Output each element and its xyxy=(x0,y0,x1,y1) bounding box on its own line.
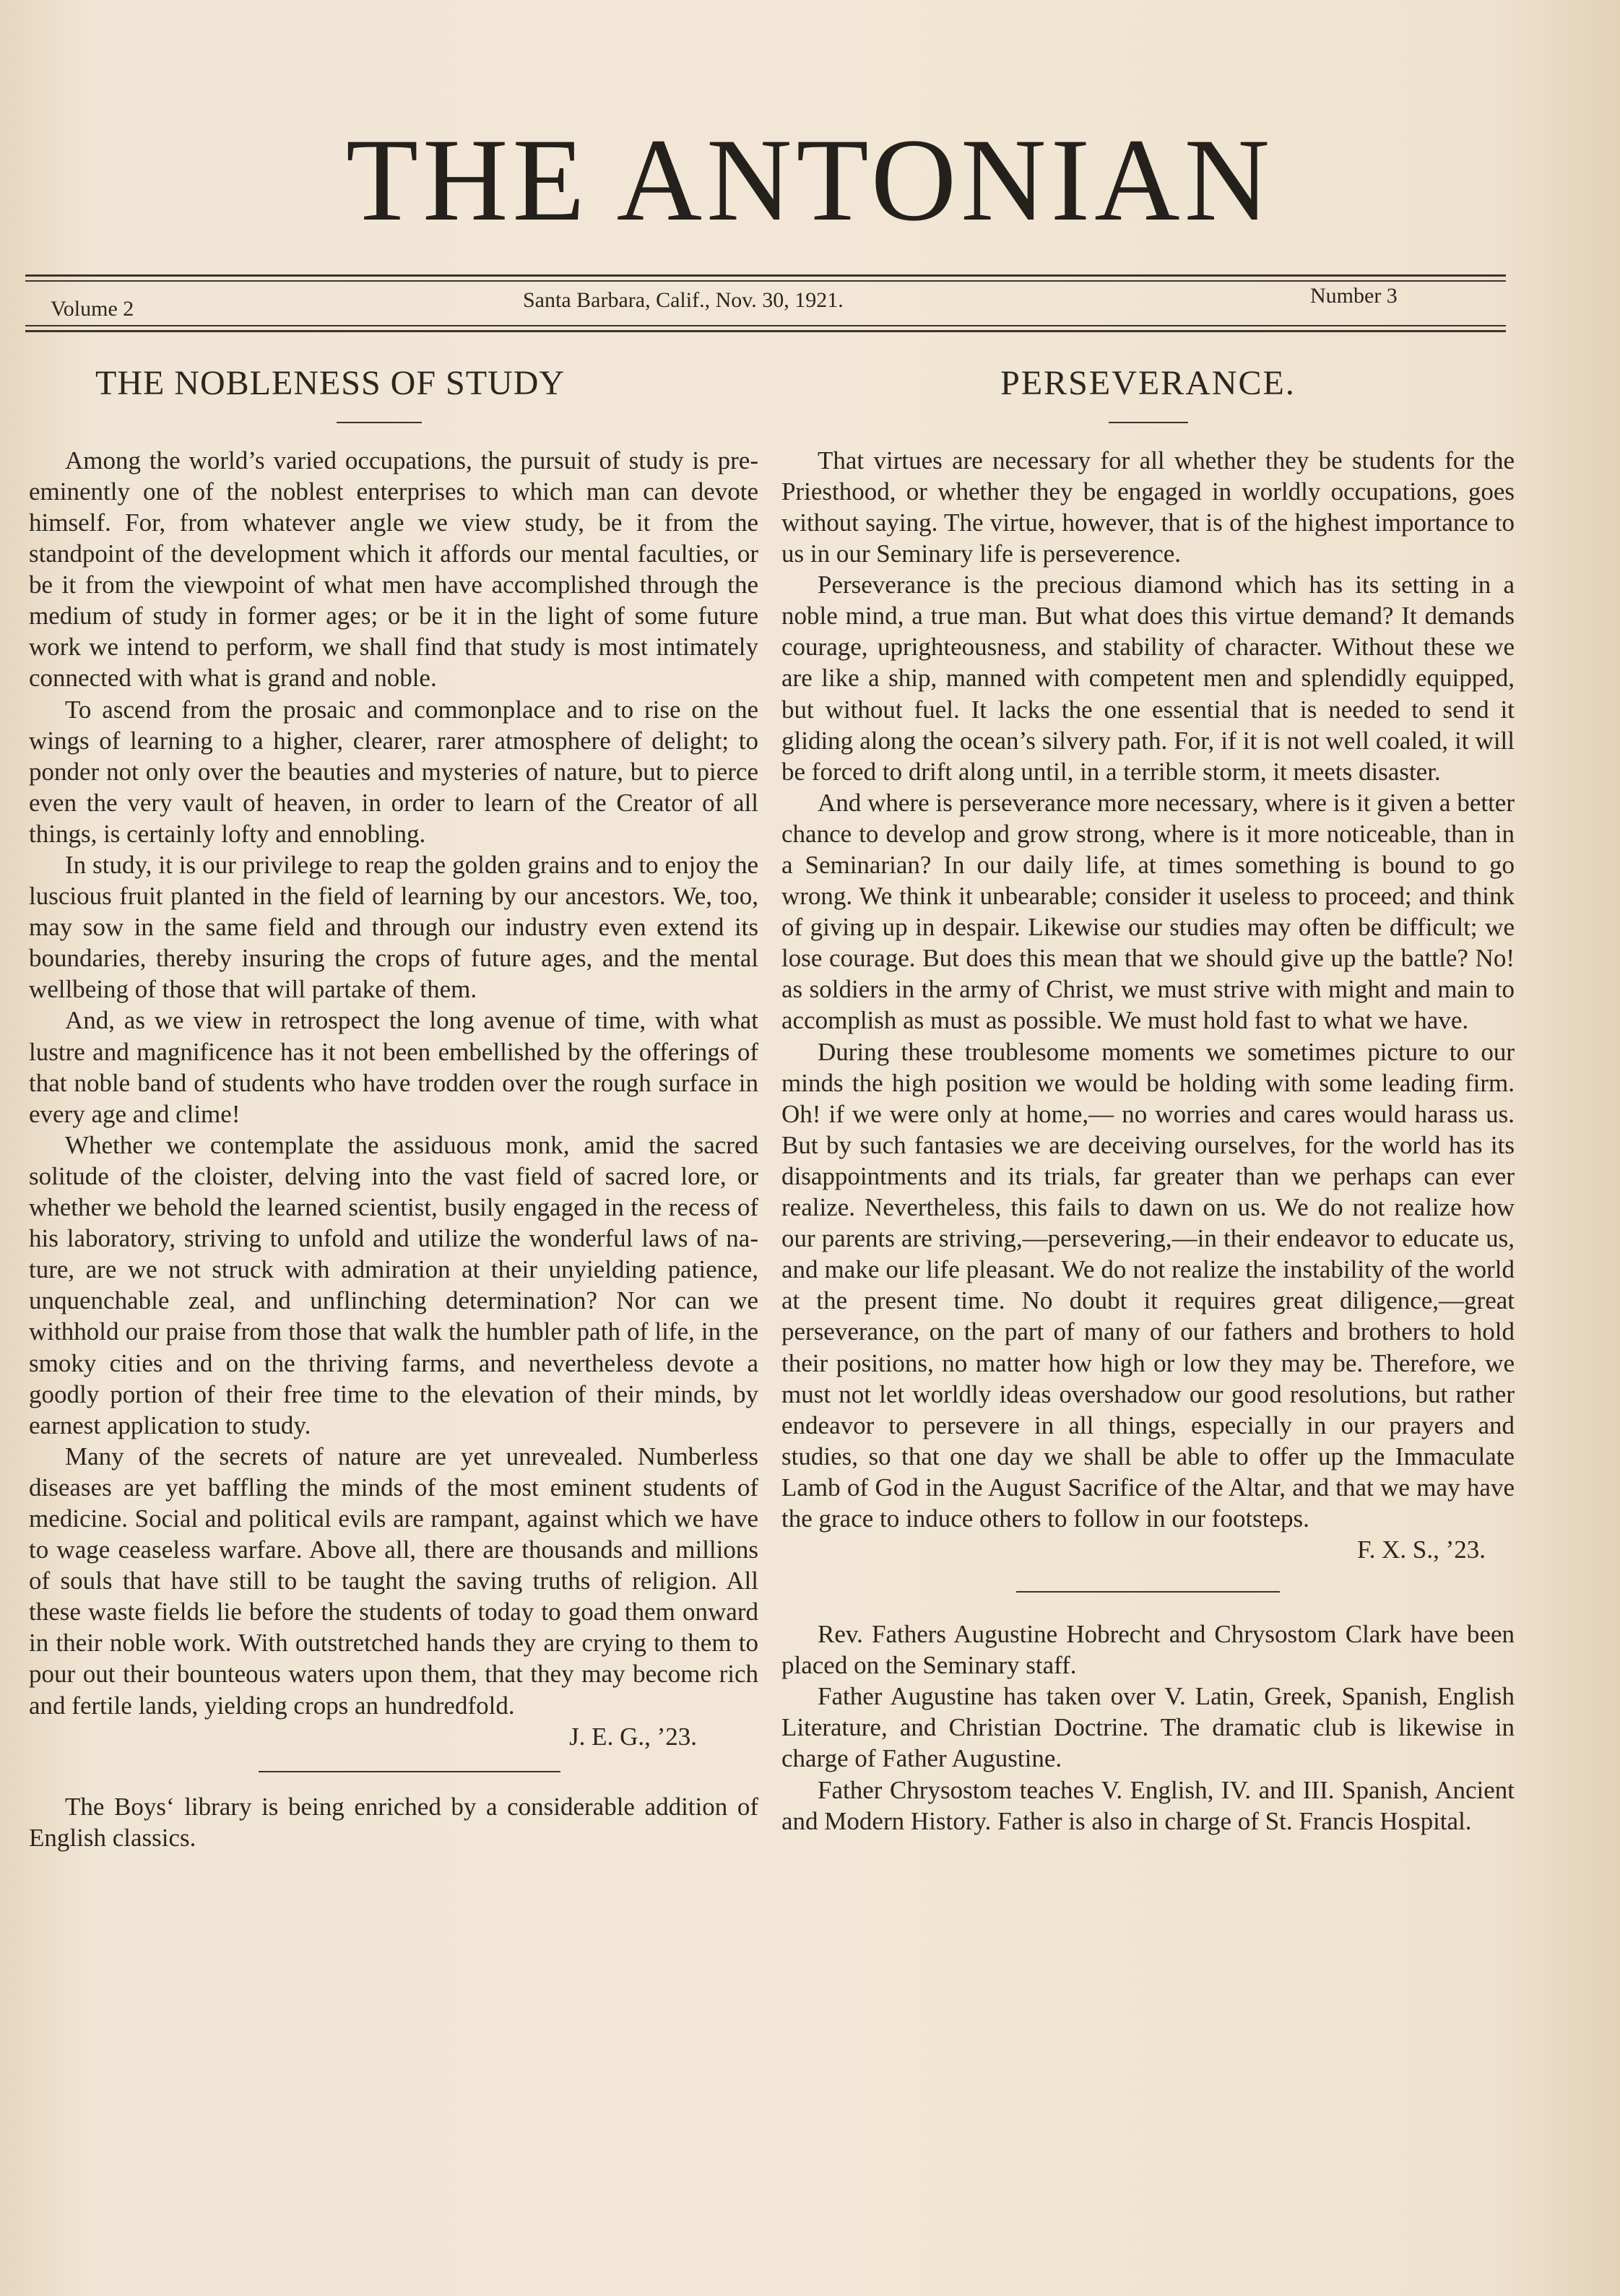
column-right xyxy=(781,365,1515,1837)
header-rule-top xyxy=(25,274,1506,277)
article-paragraph: Among the world’s varied occupations, the pursuit of study is pre-eminently one of the noblest enterprises to which man can devote himself. For, from whatever angle we view study, be it from the standpoint of the development which it affords our mental faculties, or be it from the viewpoint of what men have accomplished through the medium of study in former ages; or be it in the light of some future work we intend to perform, we shall find that study is most intimately connected with what is grand and noble. xyxy=(29,446,758,693)
header-rule-bottom xyxy=(25,325,1506,326)
title-divider xyxy=(337,422,422,423)
issue-info-bar xyxy=(51,284,1423,320)
staff-news xyxy=(781,1619,1515,1837)
article-paragraph: That virtues are necessary for all whether they be students for the Priesthood, or whether they be engaged in worldly occupations, goes without saying. The virtue, however, that is of the highest importance to us in our Seminary life is perseverence. xyxy=(781,446,1515,568)
article-perseverance xyxy=(781,365,1515,1565)
news-paragraph: Father Augustine has taken over V. Latin, Greek, Spanish, English Literature, and Christian Doctrine. The dramatic club is likewise in charge of Father Augustine. xyxy=(781,1682,1515,1773)
article-paragraph: In study, it is our privilege to reap the golden grains and to enjoy the luscious fruit planted in the field of learning by our ancestors. We, too, may sow in the same field and through our industry even extend its boundaries, thereby insuring the crops of future ages, and the mental wellbeing of those that will partake of them. xyxy=(29,851,758,1004)
article-paragraph: Perseverance is the precious diamond which has its setting in a noble mind, a true man. But what does this virtue demand? It demands courage, uprighteousness, and stability of character. Without these we are like a ship, manned with competent men and splendidly equipped, but without fuel. It lacks the one essential that is needed to send it gliding along the ocean’s silvery path. For, if it is not well coaled, it will be forced to drift along until, in a terrible storm, it meets disaster. xyxy=(781,571,1515,786)
header-rule-top-thin xyxy=(25,280,1506,282)
news-paragraph: Father Chrysostom teaches V. English, IV. and III. Spanish, Ancient and Modern History. Father is also in charge of St. Francis Hospital. xyxy=(781,1775,1515,1835)
article-paragraph: To ascend from the prosaic and commonplace and to rise on the wings of learning to a higher, clearer, rarer atmosphere of delight; to ponder not only over the beauties and mysteries of nature, but to pierce even the very vault of heaven, in order to learn of the Creator of all things, is certainly lofty and ennobling. xyxy=(29,695,758,848)
article-title: THE NOBLENESS OF STUDY xyxy=(95,364,566,402)
article-signature: F. X. S., ’23. xyxy=(1356,1535,1486,1564)
article-paragraph: Many of the secrets of nature are yet unrevealed. Numberless diseases are yet baffling the minds of the most eminent students of medicine. Social and political evils are rampant, against which we have to wage ceaseless warfare. Above all, there are thousands and millions of souls that have still to be taught the saving truths of religion. All these waste fields lie before the students of today to goad them onward in their noble work. With outstretched hands they are crying to them to pour out their bounteous waters upon them, that they may become rich and fertile lands, yielding crops an hundredfold. xyxy=(29,1442,758,1720)
article-nobleness-of-study xyxy=(29,365,758,1752)
article-paragraph: And where is perseverance more necessary, where is it given a better chance to develop and grow strong, where is it more noticeable, than in a Seminarian? In our daily life, at times something is bound to go wrong. We think it unbearable; consider it useless to proceed; and think of giving up in despair. Likewise our studies may often be difficult; we lose courage. But does this mean that we should give up the battle? No! as soldiers in the army of Christ, we must strive with might and main to accomplish as must as possible. We must hold fast to what we have. xyxy=(781,788,1515,1035)
library-note: The Boys‘ library is being enriched by a considerable addition of English classics. xyxy=(29,1792,758,1852)
news-paragraph: Rev. Fathers Augustine Hobrecht and Chrysostom Clark have been placed on the Seminary staff. xyxy=(781,1620,1515,1680)
article-paragraph: During these troublesome moments we sometimes picture to our minds the high position we would be holding with some leading firm. Oh! if we were only at home,— no worries and cares would harass us. But by such fantasies we are deceiving ourselves, for the world has its disappointments and its trials, far greater than we perhaps can ever realize. Nevertheless, this fails to dawn on us. We do not realize how our parents are striving,—persevering,—in their endeavor to educate us, and make our life pleasant. We do not realize the instability of the world at the present time. No doubt it requires great diligence,—great perseverance, on the part of many of our fathers and brothers to hold their positions, no matter how high or low they may be. Therefore, we must not let worldly ideas overshadow our good resolutions, but rather endeavor to persevere in all things, especially in our prayers and studies, so that one day we shall be able to offer up the Immaculate Lamb of God in the August Sacrifice of the Altar, and that we may have the grace to induce others to follow in our footsteps. xyxy=(781,1037,1515,1533)
article-signature: J. E. G., ’23. xyxy=(569,1722,697,1751)
column-left xyxy=(29,365,758,1853)
title-divider xyxy=(1109,422,1188,423)
article-paragraph: And, as we view in retrospect the long avenue of time, with what lustre and magnificence has it not been embellished by the offerings of that noble band of students who have trodden over the rough surface in every age and clime! xyxy=(29,1006,758,1128)
section-divider xyxy=(1016,1591,1280,1593)
volume-label: Volume 2 xyxy=(51,297,134,321)
place-date-label: Santa Barbara, Calif., Nov. 30, 1921. xyxy=(523,288,844,312)
article-title: PERSEVERANCE. xyxy=(1000,364,1296,402)
masthead-title: THE ANTONIAN xyxy=(345,115,1275,246)
issue-number-label: Number 3 xyxy=(1310,284,1398,308)
article-paragraph: Whether we contemplate the assiduous monk, amid the sacred solitude of the cloister, delving into the vast field of sacred lore, or whether we behold the learned scientist, busily engaged in the recess of his laboratory, striving to unfold and utilize the wonderful laws of nature, are we not struck with admiration at their unyielding patience, unquenchable zeal, and unflinching determination? Nor can we withhold our praise from those that walk the humbler path of life, in the smoky cities and on the thriving farms, and nevertheless devote a goodly portion of their free time to the elevation of their minds, by earnest application to study. xyxy=(29,1130,758,1439)
section-divider xyxy=(259,1771,560,1772)
header-rule-bottom-thick xyxy=(25,330,1506,332)
